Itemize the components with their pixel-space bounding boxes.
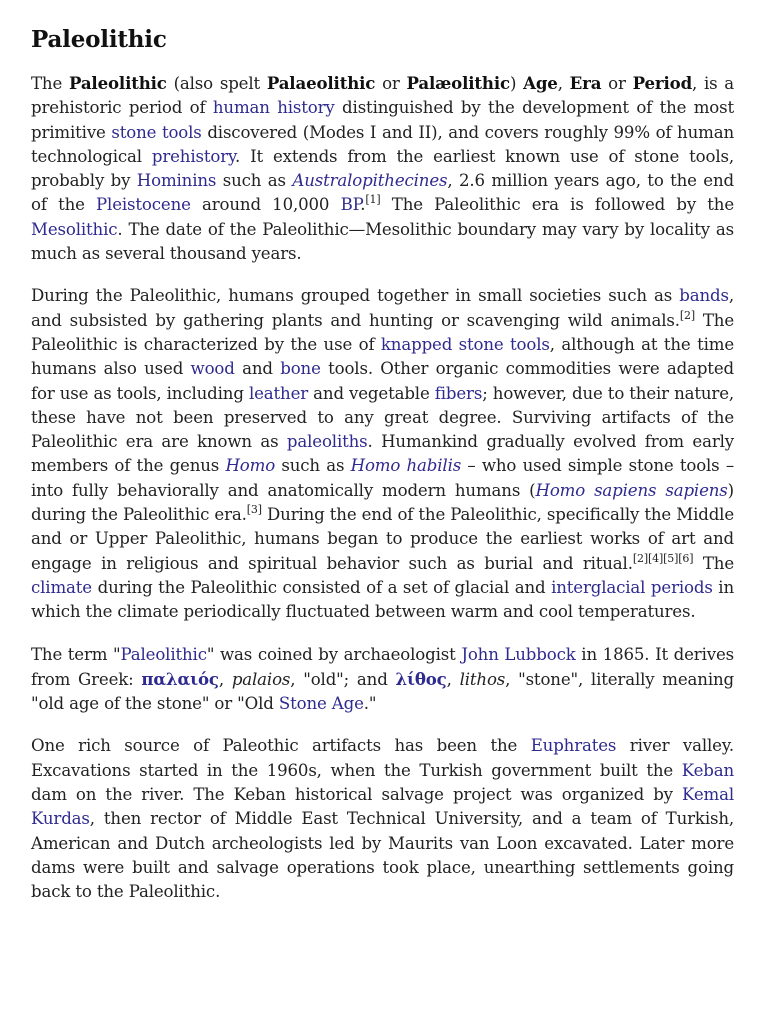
link-fibers[interactable]: fibers (434, 383, 483, 403)
link-pleistocene[interactable]: Pleistocene (96, 195, 191, 215)
page-title: Paleolithic (31, 26, 167, 53)
link-australopithecines[interactable]: Australopithecines (292, 171, 448, 191)
link-john-lubbock[interactable]: John Lubbock (461, 644, 576, 664)
link-homo-habilis[interactable]: Homo habilis (350, 456, 462, 476)
link-keban[interactable]: Keban (681, 760, 734, 780)
link-euphrates[interactable]: Euphrates (530, 736, 617, 756)
link-mesolithic[interactable]: Mesolithic (31, 219, 118, 239)
link-human-history[interactable]: human history (212, 98, 335, 118)
link-paleoliths[interactable]: paleoliths (286, 432, 368, 452)
link-kemal-kurdas[interactable]: Kemal Kurdas (31, 785, 734, 829)
citation-2-4-5-6[interactable]: [2][4][5][6] (632, 551, 694, 565)
link-wood[interactable]: wood (190, 359, 235, 379)
paragraph-euphrates: One rich source of Paleothic artifacts has been the Euphrates river valley. Excavations started in the 1960s, when the Turkish government built the Keban dam on the river. The Keban historical salvage project was organized by Kemal Kurdas, then rector of Middle East Technical University, and a team of Turkish, American and Dutch archeologists led by Maurits van Loon excavated. Later more dams were built and salvage operations took place, unearthing settlements going back to the Paleolithic. (31, 736, 734, 902)
paragraph-etymology: The term "Paleolithic" was coined by archaeologist John Lubbock in 1865. It derives from Greek: παλαιός, palaios, "old"; and λίθος, lithos, "stone", literally meaning "old age of the stone" or "Old Stone Age." (31, 644, 735, 714)
link-bp[interactable]: BP (340, 195, 361, 215)
link-stone-age[interactable]: Stone Age (278, 694, 364, 714)
link-stone-tools[interactable]: stone tools (111, 122, 202, 142)
link-homo-sapiens-sapiens[interactable]: Homo sapiens sapiens (535, 480, 728, 500)
link-bone[interactable]: bone (280, 359, 321, 379)
link-climate[interactable]: climate (31, 577, 92, 597)
link-prehistory[interactable]: prehistory (151, 146, 236, 166)
citation-2[interactable]: [2] (679, 308, 696, 322)
link-knapped-stone-tools[interactable]: knapped stone tools (380, 334, 550, 354)
citation-1[interactable]: [1] (365, 193, 381, 207)
paragraph-intro: The Paleolithic (also spelt Palaeolithic or Palæolithic) Age, Era or Period, is a prehistoric period of human history distinguished by the development of the most primitive stone tools discovered (Modes I and II), and covers roughly 99% of human technological prehistory. It extends from the earliest known use of stone tools, probably by Hominins such as Australopithecines, 2.6 million years ago, to the end of the Pleistocene around 10,000 BP.[1] The Paleolithic era is followed by the Mesolithic. The date of the Paleolithic—Mesolithic boundary may vary by locality as much as several thousand years. (31, 73, 735, 264)
link-leather[interactable]: leather (248, 383, 309, 403)
greek-lithos: λίθος (395, 668, 447, 689)
link-bands[interactable]: bands (679, 286, 729, 306)
link-hominins[interactable]: Hominins (136, 171, 217, 191)
link-homo[interactable]: Homo (225, 456, 276, 476)
link-interglacial-periods[interactable]: interglacial periods (551, 577, 713, 597)
link-paleolithic[interactable]: Paleolithic (120, 644, 207, 664)
greek-palaios: παλαιός (141, 668, 219, 689)
citation-3[interactable]: [3] (246, 503, 262, 517)
paragraph-societies: During the Paleolithic, humans grouped together in small societies such as bands, and subsisted by gathering plants and hunting or scavenging wild animals.[2] The Paleolithic is characterized by the use of knapped stone tools, although at the time humans also used wood and bone tools. Other organic commodities were adapted for use as tools, including leather and vegetable fibers; however, due to their nature, these have not been preserved to any great degree. Surviving artifacts of the Paleolithic era are known as paleoliths. Humankind gradually evolved from early members of the genus Homo such as Homo habilis – who used simple stone tools – into fully behaviorally and anatomically modern humans (Homo sapiens sapiens) during the Paleolithic era.[3] During the end of the Paleolithic, specifically the Middle and or Upper Paleolithic, humans began to produce the earliest works of art and engage in religious and spiritual behavior such as burial and ritual.[2][4][5][6] The climate during the Paleolithic consisted of a set of glacial and interglacial periods in which the climate periodically fluctuated between warm and cool temperatures. (31, 286, 735, 622)
